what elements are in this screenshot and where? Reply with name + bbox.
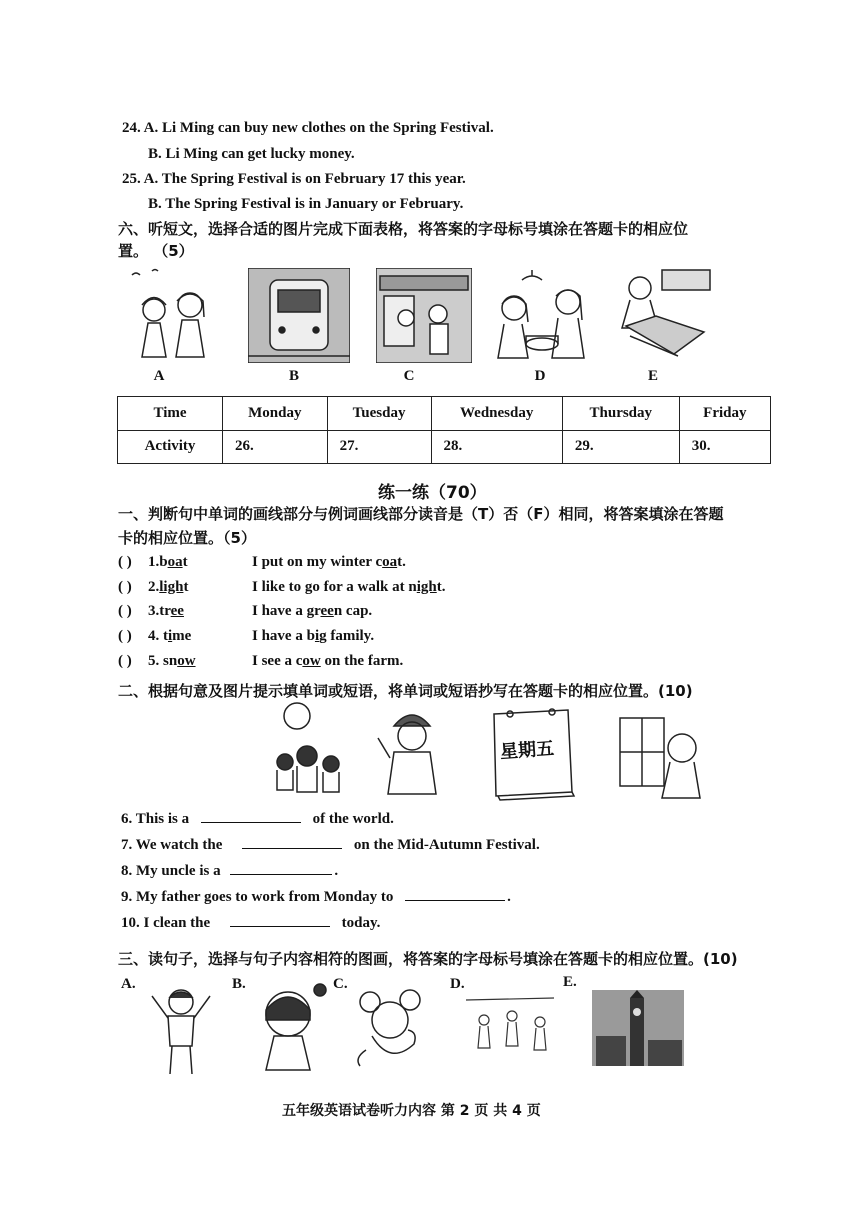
answer-parenthesis[interactable]: ( ) [118, 628, 132, 644]
fill-item-7: 7. We watch the on the Mid-Autumn Festival. [121, 834, 540, 854]
example-sentence: I have a big family. [252, 628, 375, 644]
answer-parenthesis[interactable]: ( ) [118, 603, 132, 619]
example-sentence: I put on my winter coat. [252, 554, 406, 570]
section-3-instruction: 三、读句子，选择与句子内容相符的图画，将答案的字母标号填涂在答题卡的相应位置。(10) [118, 950, 738, 968]
answer-parenthesis[interactable]: ( ) [118, 554, 132, 570]
fill-item-10: 10. I clean the today. [121, 912, 380, 932]
picture-mouse [352, 988, 434, 1068]
example-sentence: I see a cow on the farm. [252, 653, 404, 669]
blank-6[interactable] [201, 808, 301, 823]
answer-cell-29[interactable]: 29. [562, 430, 679, 464]
picture-d-label: D [534, 368, 546, 384]
option-c-label: C. [333, 976, 348, 992]
judge-word: 1.boat [148, 554, 188, 570]
picture-girl-cleaning-window [618, 714, 706, 806]
table-header-tuesday: Tuesday [327, 397, 431, 431]
section-1-instruction-cont: 卡的相应位置。（5） [118, 529, 256, 547]
picture-a-two-girls [122, 265, 227, 365]
judge-item [118, 554, 406, 571]
picture-e-packing-suitcase [616, 266, 712, 362]
picture-c-shop [376, 268, 472, 363]
section-1-instruction: 一、判断句中单词的画线部分与例词画线部分读音是（T）否（F）相同，将答案填涂在答题 [118, 505, 724, 523]
table-row-label: Activity [118, 430, 223, 464]
picture-people-watching-moon [265, 700, 355, 795]
table-header-monday: Monday [223, 397, 328, 431]
picture-e-label: E [647, 368, 658, 384]
picture-big-ben [592, 990, 684, 1066]
schedule-table [117, 396, 771, 464]
answer-cell-27[interactable]: 27. [327, 430, 431, 464]
picture-boy-waving [148, 980, 214, 1078]
answer-cell-26[interactable]: 26. [223, 430, 328, 464]
table-header-thursday: Thursday [562, 397, 679, 431]
judge-item [118, 628, 374, 645]
judge-word: 2.light [148, 579, 189, 595]
section-6-instruction-cont: 置。 （5） [118, 242, 194, 260]
answer-cell-30[interactable]: 30. [679, 430, 770, 464]
blank-8[interactable] [230, 860, 332, 875]
blank-9[interactable] [405, 886, 505, 901]
section-6-instruction: 六、听短文，选择合适的图片完成下面表格，将答案的字母标号填涂在答题卡的相应位 [118, 220, 689, 238]
picture-b-label: B [288, 368, 299, 384]
judge-word: 4. time [148, 628, 192, 644]
blank-10[interactable] [230, 912, 330, 927]
section-2-instruction: 二、根据句意及图片提示填单词或短语，将单词或短语抄写在答题卡的相应位置。(10) [118, 682, 693, 700]
answer-cell-28[interactable]: 28. [431, 430, 562, 464]
picture-girl [252, 980, 328, 1078]
option-b-label: B. [232, 976, 246, 992]
picture-restaurant-scene [462, 990, 558, 1060]
judge-item [118, 603, 372, 620]
fill-item-9: 9. My father goes to work from Monday to . [121, 886, 511, 906]
judge-item [118, 653, 403, 670]
example-sentence: I have a green cap. [252, 603, 373, 619]
option-a-label: A. [121, 976, 136, 992]
fill-item-6: 6. This is a of the world. [121, 808, 394, 828]
answer-parenthesis[interactable]: ( ) [118, 579, 132, 595]
table-header-friday: Friday [679, 397, 770, 431]
q24-option-a: 24. A. Li Ming can buy new clothes on the Spring Festival. [122, 120, 494, 136]
example-sentence: I like to go for a walk at night. [252, 579, 446, 595]
table-header-wednesday: Wednesday [431, 397, 562, 431]
table-header-time: Time [118, 397, 223, 431]
table-header-row [118, 397, 771, 431]
table-activity-row [118, 430, 771, 464]
picture-worker [372, 702, 452, 797]
picture-c-label: C [403, 368, 415, 384]
page-footer: 五年级英语试卷听力内容 第 2 页 共 4 页 [282, 1103, 541, 1119]
judge-item [118, 579, 446, 596]
fill-item-8: 8. My uncle is a . [121, 860, 338, 880]
option-d-label: D. [450, 976, 465, 992]
practice-title: 练一练（70） [378, 483, 487, 503]
picture-a-label: A [153, 368, 165, 384]
calendar-text: 星期五 [499, 738, 555, 763]
q25-option-a: 25. A. The Spring Festival is on February 17 this year. [122, 171, 466, 187]
picture-d-birthday-cake [492, 266, 594, 362]
judge-word: 3.tree [148, 603, 184, 619]
q25-option-b: B. The Spring Festival is in January or February. [148, 196, 464, 212]
blank-7[interactable] [242, 834, 342, 849]
answer-parenthesis[interactable]: ( ) [118, 653, 132, 669]
option-e-label: E. [563, 974, 577, 990]
q24-option-b: B. Li Ming can get lucky money. [148, 146, 355, 162]
picture-b-train [248, 268, 350, 363]
judge-word: 5. snow [148, 653, 196, 669]
